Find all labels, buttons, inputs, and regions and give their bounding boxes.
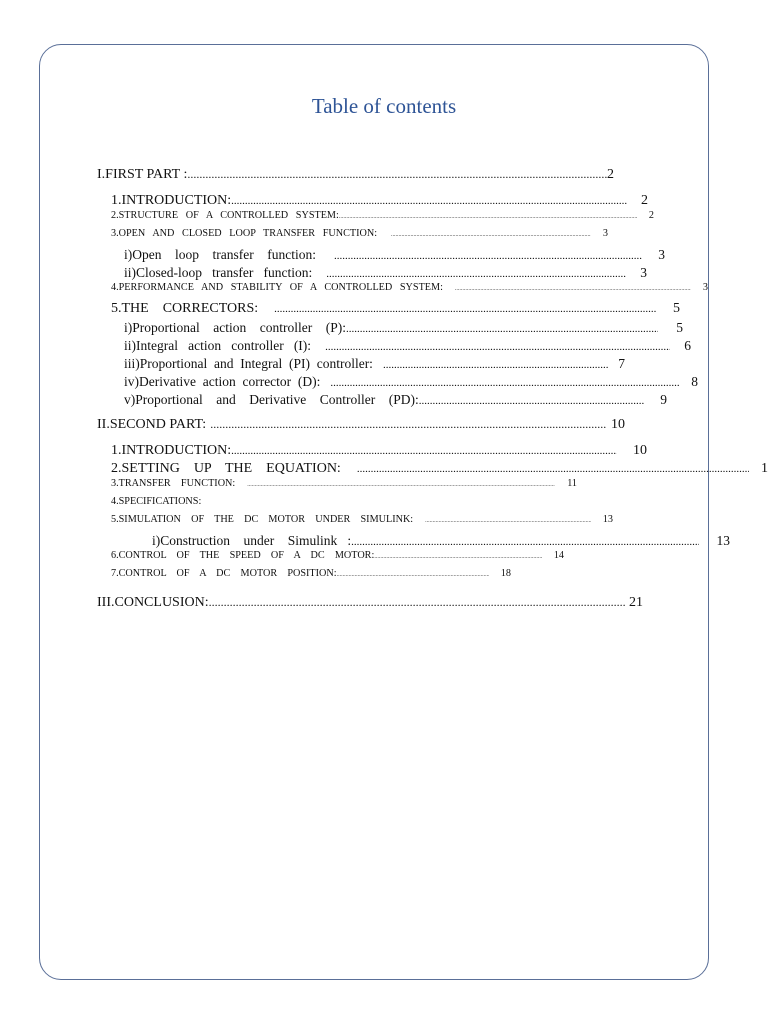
toc-entry-d-corrector[interactable]: iv) Derivative action corrector (D): ..... 8 (124, 374, 698, 390)
toc-entry-introduction[interactable]: 1. INTRODUCTION: ..... 2 (111, 193, 648, 209)
toc-entry-transfer-function[interactable]: 3. TRANSFER FUNCTION: ..... 11 (111, 478, 577, 489)
toc-entry-open-loop-tf[interactable]: i) Open loop transfer function: ..... 3 (124, 247, 665, 263)
toc-entry-conclusion[interactable]: III. CONCLUSION: ..... 21 (97, 595, 643, 611)
toc-entry-introduction-2[interactable]: 1. INTRODUCTION: ..... 10 (111, 443, 647, 459)
toc-entry-pi-controller[interactable]: iii) Proportional and Integral (PI) controller: ..... 7 (124, 356, 625, 372)
toc-entry-speed-control[interactable]: 6. CONTROL OF THE SPEED OF A DC MOTOR: ..... 14 (111, 550, 564, 561)
toc-entry-setting-up-equation[interactable]: 2. SETTING UP THE EQUATION: ..... 1 (111, 461, 768, 477)
toc-entry-part-1[interactable]: I. FIRST PART : ..... 2 (97, 167, 614, 183)
toc-entry-construction-simulink[interactable]: i) Construction under Simulink : ..... 13 (152, 533, 730, 549)
toc-entry-i-controller[interactable]: ii) Integral action controller (I): ..... 6 (124, 338, 691, 354)
toc-entry-pd-controller[interactable]: v) Proportional and Derivative Controller (PD): ..... 9 (124, 392, 667, 408)
toc-entry-specifications[interactable]: 4. SPECIFICATIONS: (111, 496, 202, 507)
toc-entry-correctors[interactable]: 5. THE CORRECTORS: ..... 5 (111, 301, 680, 317)
toc-entry-simulation[interactable]: 5. SIMULATION OF THE DC MOTOR UNDER SIMULINK: ..... 13 (111, 514, 613, 525)
toc-entry-position-control[interactable]: 7. CONTROL OF A DC MOTOR POSITION: ..... 18 (111, 568, 511, 579)
toc-entry-part-2[interactable]: II. SECOND PART: ..... 10 (97, 417, 625, 433)
toc-entry-open-closed-loop[interactable]: 3. OPEN AND CLOSED LOOP TRANSFER FUNCTION: ..... 3 (111, 228, 608, 239)
toc-entry-closed-loop-tf[interactable]: ii) Closed-loop transfer function: ..... 3 (124, 265, 647, 281)
toc-entry-p-controller[interactable]: i) Proportional action controller (P): ..... 5 (124, 320, 683, 336)
toc-entry-performance[interactable]: 4. PERFORMANCE AND STABILITY OF A CONTROLLED SYSTEM: ..... 3 (111, 282, 708, 293)
toc-title: Table of contents (311, 94, 457, 118)
toc-entry-structure[interactable]: 2. STRUCTURE OF A CONTROLLED SYSTEM: ..... 2 (111, 210, 654, 221)
